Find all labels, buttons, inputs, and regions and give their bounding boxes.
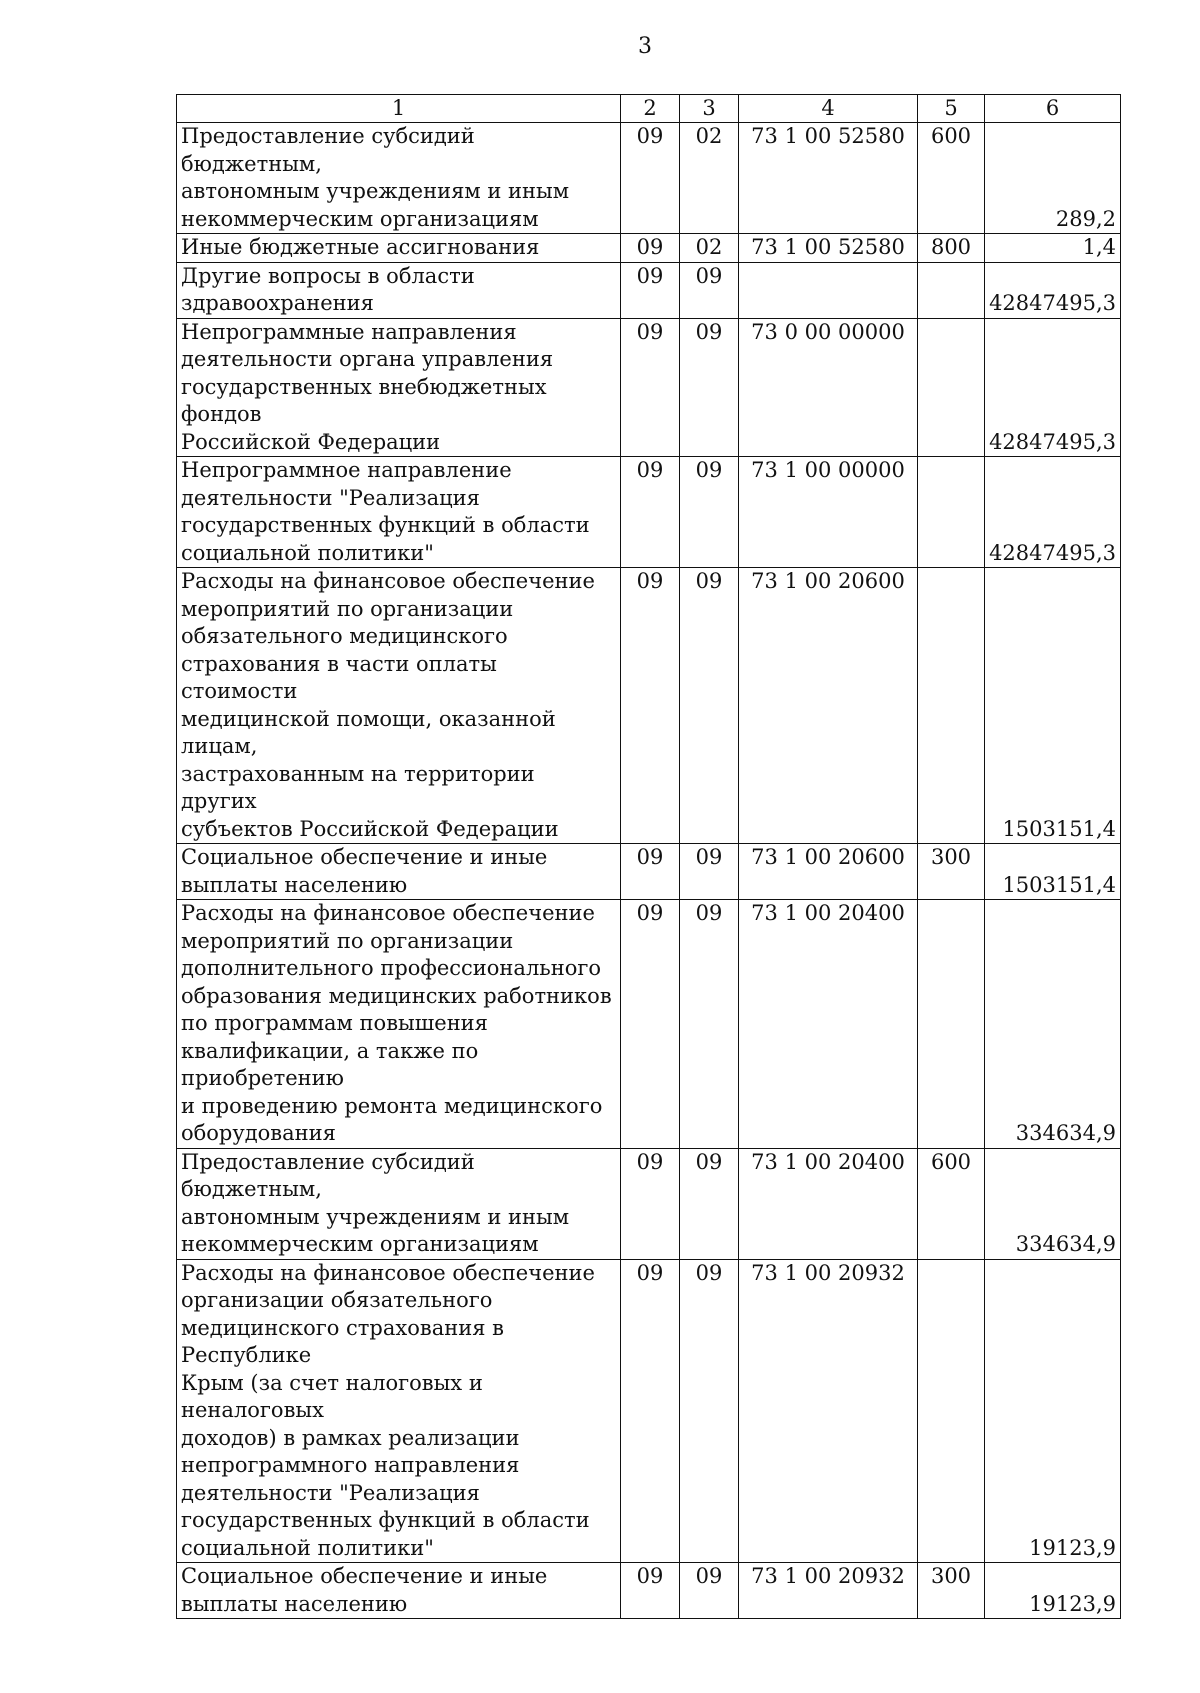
row-target-article: 73 1 00 20400 bbox=[739, 1148, 918, 1259]
row-amount: 42847495,3 bbox=[985, 262, 1121, 318]
header-cell-3: 3 bbox=[680, 95, 739, 123]
row-target-article bbox=[739, 262, 918, 318]
header-cell-1: 1 bbox=[177, 95, 621, 123]
row-section: 09 bbox=[621, 318, 680, 457]
row-section: 09 bbox=[621, 262, 680, 318]
table-row bbox=[177, 123, 1121, 234]
row-expense-type bbox=[918, 262, 985, 318]
row-subsection: 02 bbox=[680, 234, 739, 263]
row-name: Расходы на финансовое обеспечение мероприятий по организации дополнительного профессионального образования медицинских работников по программам повышения квалификации, а также по приобретению и проведению ремонта медицинского оборудования bbox=[177, 900, 621, 1149]
row-amount: 19123,9 bbox=[985, 1259, 1121, 1563]
table-row bbox=[177, 568, 1121, 844]
row-subsection: 09 bbox=[680, 844, 739, 900]
table-row bbox=[177, 844, 1121, 900]
row-expense-type: 600 bbox=[918, 123, 985, 234]
row-amount: 19123,9 bbox=[985, 1563, 1121, 1619]
row-name: Социальное обеспечение и иные выплаты населению bbox=[177, 1563, 621, 1619]
row-amount: 1503151,4 bbox=[985, 568, 1121, 844]
row-target-article: 73 1 00 20932 bbox=[739, 1563, 918, 1619]
row-subsection: 09 bbox=[680, 318, 739, 457]
row-target-article: 73 1 00 00000 bbox=[739, 457, 918, 568]
table-row bbox=[177, 1148, 1121, 1259]
table-row bbox=[177, 1563, 1121, 1619]
table-header-row bbox=[177, 95, 1121, 123]
row-target-article: 73 1 00 52580 bbox=[739, 234, 918, 263]
row-name: Расходы на финансовое обеспечение мероприятий по организации обязательного медицинского страхования в части оплаты стоимости медицинской помощи, оказанной лицам, застрахованным на территории других субъектов Российской Федерации bbox=[177, 568, 621, 844]
row-subsection: 09 bbox=[680, 1259, 739, 1563]
row-name: Другие вопросы в области здравоохранения bbox=[177, 262, 621, 318]
row-name: Предоставление субсидий бюджетным, автономным учреждениям и иным некоммерческим организациям bbox=[177, 123, 621, 234]
budget-table bbox=[176, 94, 1121, 1619]
row-expense-type: 800 bbox=[918, 234, 985, 263]
row-subsection: 09 bbox=[680, 1563, 739, 1619]
row-expense-type: 600 bbox=[918, 1148, 985, 1259]
row-expense-type bbox=[918, 318, 985, 457]
row-amount: 289,2 bbox=[985, 123, 1121, 234]
row-target-article: 73 1 00 20600 bbox=[739, 844, 918, 900]
row-amount: 42847495,3 bbox=[985, 318, 1121, 457]
row-expense-type bbox=[918, 568, 985, 844]
table-row bbox=[177, 1259, 1121, 1563]
row-target-article: 73 1 00 20600 bbox=[739, 568, 918, 844]
row-expense-type: 300 bbox=[918, 1563, 985, 1619]
row-name: Предоставление субсидий бюджетным, автономным учреждениям и иным некоммерческим организациям bbox=[177, 1148, 621, 1259]
row-section: 09 bbox=[621, 568, 680, 844]
row-target-article: 73 1 00 20932 bbox=[739, 1259, 918, 1563]
row-subsection: 09 bbox=[680, 262, 739, 318]
row-name: Социальное обеспечение и иные выплаты населению bbox=[177, 844, 621, 900]
row-subsection: 02 bbox=[680, 123, 739, 234]
row-expense-type bbox=[918, 457, 985, 568]
header-cell-6: 6 bbox=[985, 95, 1121, 123]
table-row bbox=[177, 457, 1121, 568]
row-target-article: 73 1 00 52580 bbox=[739, 123, 918, 234]
row-amount: 42847495,3 bbox=[985, 457, 1121, 568]
table-row bbox=[177, 900, 1121, 1149]
row-name: Иные бюджетные ассигнования bbox=[177, 234, 621, 263]
row-section: 09 bbox=[621, 1259, 680, 1563]
row-amount: 334634,9 bbox=[985, 900, 1121, 1149]
row-amount: 334634,9 bbox=[985, 1148, 1121, 1259]
row-name: Непрограммные направления деятельности органа управления государственных внебюджетных фондов Российской Федерации bbox=[177, 318, 621, 457]
row-target-article: 73 1 00 20400 bbox=[739, 900, 918, 1149]
header-cell-5: 5 bbox=[918, 95, 985, 123]
row-subsection: 09 bbox=[680, 568, 739, 844]
table-row bbox=[177, 318, 1121, 457]
row-name: Расходы на финансовое обеспечение организации обязательного медицинского страхования в Республике Крым (за счет налоговых и неналоговых доходов) в рамках реализации непрограммного направления деятельности "Реализация государственных функций в области социальной политики" bbox=[177, 1259, 621, 1563]
row-section: 09 bbox=[621, 1563, 680, 1619]
row-amount: 1,4 bbox=[985, 234, 1121, 263]
header-cell-2: 2 bbox=[621, 95, 680, 123]
row-amount: 1503151,4 bbox=[985, 844, 1121, 900]
row-section: 09 bbox=[621, 457, 680, 568]
row-section: 09 bbox=[621, 1148, 680, 1259]
row-expense-type: 300 bbox=[918, 844, 985, 900]
table-row bbox=[177, 234, 1121, 263]
header-cell-4: 4 bbox=[739, 95, 918, 123]
page-number: 3 bbox=[638, 34, 652, 59]
row-subsection: 09 bbox=[680, 457, 739, 568]
row-subsection: 09 bbox=[680, 900, 739, 1149]
row-section: 09 bbox=[621, 123, 680, 234]
row-section: 09 bbox=[621, 900, 680, 1149]
row-name: Непрограммное направление деятельности "Реализация государственных функций в области социальной политики" bbox=[177, 457, 621, 568]
row-section: 09 bbox=[621, 234, 680, 263]
table-row bbox=[177, 262, 1121, 318]
row-subsection: 09 bbox=[680, 1148, 739, 1259]
row-section: 09 bbox=[621, 844, 680, 900]
row-target-article: 73 0 00 00000 bbox=[739, 318, 918, 457]
row-expense-type bbox=[918, 900, 985, 1149]
row-expense-type bbox=[918, 1259, 985, 1563]
